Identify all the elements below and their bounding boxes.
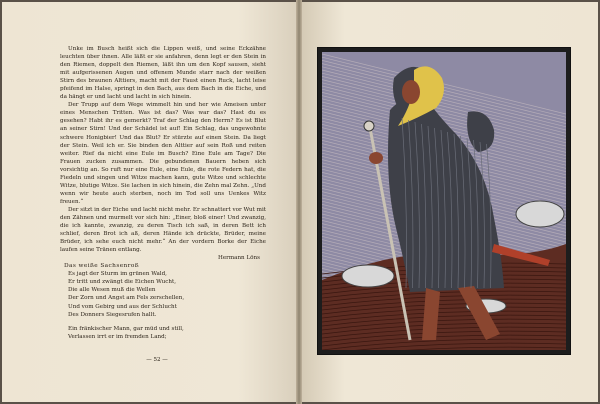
face [402,80,420,104]
poem-line: Der Zorn und Angst am Fels zerschellen, [68,295,185,302]
ground-line [322,351,566,354]
paragraph: Der sitzt in der Eiche und lacht nicht mehr. Er schnattert vor Wut mit den Zähnen und murmelt vor sich hin: „Einer, bloß einer! Und zwanzig, die ich kannte, zwanzig, zu deren Tisch ich saß, in deren Bett ich schlief, deren Brot ich aß, deren Hände ich drückte, Brüder, meine Brüder, ich sehe euch nicht mehr.“ An der vordern Borke der Eiche laufen seine Tränen entlang. [60,206,266,254]
poem-line: Es jagt der Sturm im grünen Wald, [68,271,167,278]
poem-line: Des Donners Siegesrufen hallt. [68,311,157,318]
left-page [2,2,298,402]
poem-line: Und vom Gebirg und aus der Schlucht [68,303,177,310]
left-page-text [60,45,266,341]
poem-line: Die alle Wesen muß die Wellen [68,287,156,294]
poem-title: Das weiße Sachsenroß [64,263,139,270]
book-gutter [296,0,302,404]
boulder [516,201,564,227]
woodcut-illustration [318,48,570,354]
paragraph: Unke im Busch heißt sich die Lippen weiß, und seine Eckzähne leuchten über ihnen. Alle läßt er sie anfahren, denn legt er den Stein in den Riemen, doppelt den Riemen, läßt ihn um den Kopf sausen, sieht mit aufgerissenen Augen und offenem Munde starr nach der weißen Stirn des braunen Alttiers, macht mit der Faust einen Ruck, lacht leise pfeifend im Halse, springt in den Bach, aus dem Bach in die Eiche, und da hängt er und lacht und lacht in sich hinein. [60,46,266,101]
hand [369,152,383,164]
author-signature: Hermann Löns [217,255,260,262]
poem-line: Verlassen irrt er im fremden Land; [68,333,167,340]
boulder [342,265,394,287]
poem-line: Ein fränkischer Mann, gar müd und still, [68,325,184,332]
page-number: — 52 — [146,357,168,363]
illustration-canvas [318,48,570,354]
staff-knob [364,121,374,131]
poem-line: Er tritt und zwängt die Eichen Wucht, [68,279,177,286]
paragraph: Der Trupp auf dem Wege wimmelt hin und her wie Ameisen unter eines Menschen Tritten. Was ist das? Was war das? Hast du es gesehen? Habt ihr es gemerkt? Traf der Schlag den Herrn? Es ist Blut an seiner Stirn! Und der Schädel ist auf! Ein Schlag, das ungewohnte schwere Honigbier! Und das Blut? Er stürzte auf einen Stein. Da liegt der Stein. Weil ich er. Sie binden den Alttier auf sein Roß und reiten weiter. Rief da nicht eine Eule im Busch? Eine Eule am Tage? Die Frauen zucken zusammen. Die gebundenen Bauern heben sich vorsichtig an. So ruft nur eine Eule, eine Eule, die rote Federn hat, die Fiedeln und singen und Witze machen kann, gute Witze und schlechte Witze, blutige Witze. Sie lachen in sich hinein, die Zehn mal Zehn. „Und wenn wir heute auch sterben, noch im Tod soll uns Uenkes Witz freuen.“ [60,102,266,205]
